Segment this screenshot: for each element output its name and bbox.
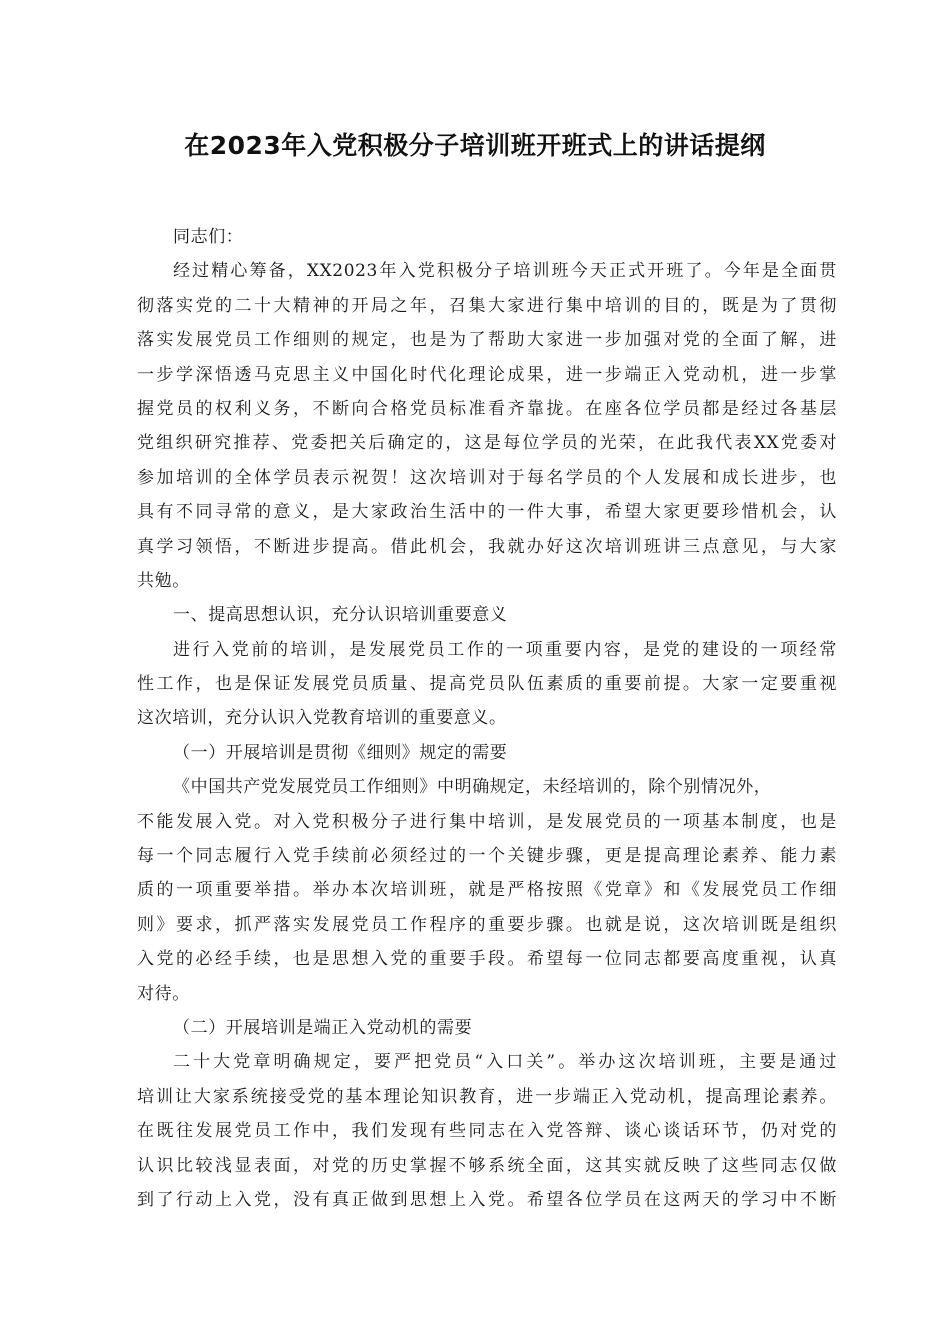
paragraph-line: 彻落实党的二十大精神的开局之年，召集大家进行集中培训的目的，既是为了贯彻 [137,295,837,316]
paragraph-line: 培训让大家系统接受党的基本理论知识教育，进一步端正入党动机，提高理论素养。 [137,1086,837,1107]
paragraph-line: 真学习领悟，不断进步提高。借此机会，我就办好这次培训班讲三点意见，与大家 [137,536,837,557]
paragraph-line: 参加培训的全体学员表示祝贺！这次培训对于每名学员的个人发展和成长进步，也 [137,467,837,488]
paragraph-line: 这次培训，充分认识入党教育培训的重要意义。 [137,708,507,729]
paragraph-line: 每一个同志履行入党手续前必须经过的一个关键步骤，更是提高理论素养、能力素 [137,846,837,867]
subsection-heading: （二）开展培训是端正入党动机的需要 [173,1017,473,1038]
paragraph-line: 二十大党章明确规定，要严把党员“入口关”。举办这次培训班，主要是通过 [173,1052,837,1073]
paragraph-line: 入党的必经手续，也是思想入党的重要手段。希望每一位同志都要高度重视，认真 [137,949,837,970]
document-title: 在2023年入党积极分子培训班开班式上的讲话提纲 [184,131,766,160]
section-heading: 一、提高思想认识，充分认识培训重要意义 [173,605,508,626]
paragraph-line: 则》要求，抓严落实发展党员工作程序的重要步骤。也就是说，这次培训既是组织 [137,914,837,935]
paragraph-line: 共勉。 [137,570,190,591]
salutation-line: 同志们： [173,227,244,247]
paragraph-line: 具有不同寻常的意义，是大家政治生活中的一件大事，希望大家更要珍惜机会，认 [137,502,837,523]
paragraph-line: 落实发展党员工作细则的规定，也是为了帮助大家进一步加强对党的全面了解，进 [137,330,837,351]
paragraph-line: 对待。 [137,983,190,1004]
paragraph-line: 认识比较浅显表面，对党的历史掌握不够系统全面，这其实就反映了这些同志仅做 [137,1155,837,1176]
paragraph-line: 党组织研究推荐、党委把关后确定的，这是每位学员的光荣，在此我代表XX党委对 [137,433,837,454]
paragraph-line: 不能发展入党。对入党积极分子进行集中培训，是发展党员的一项基本制度，也是 [137,811,837,832]
paragraph-line: 性工作，也是保证发展党员质量、提高党员队伍素质的重要前提。大家一定要重视 [137,674,837,695]
paragraph-line: 握党员的权利义务，不断向合格党员标准看齐靠拢。在座各位学员都是经过各基层 [137,398,837,419]
paragraph-line: 在既往发展党员工作中，我们发现有些同志在入党答辩、谈心谈话环节，仍对党的 [137,1121,837,1142]
subsection-heading: （一）开展培训是贯彻《细则》规定的需要 [173,742,508,763]
paragraph-line: 到了行动上入党，没有真正做到思想上入党。希望各位学员在这两天的学习中不断 [137,1189,837,1210]
paragraph-line: 经过精心筹备，XX2023年入党积极分子培训班今天正式开班了。今年是全面贯 [173,261,837,282]
paragraph-line: 《中国共产党发展党员工作细则》中明确规定，未经培训的，除个别情况外， [173,777,772,798]
paragraph-line: 一步学深悟透马克思主义中国化时代化理论成果，进一步端正入党动机，进一步掌 [137,364,837,385]
document-body [137,220,837,1217]
paragraph-line: 进行入党前的培训，是发展党员工作的一项重要内容，是党的建设的一项经常 [173,639,837,660]
paragraph-line: 质的一项重要举措。举办本次培训班，就是严格按照《党章》和《发展党员工作细 [137,880,837,901]
